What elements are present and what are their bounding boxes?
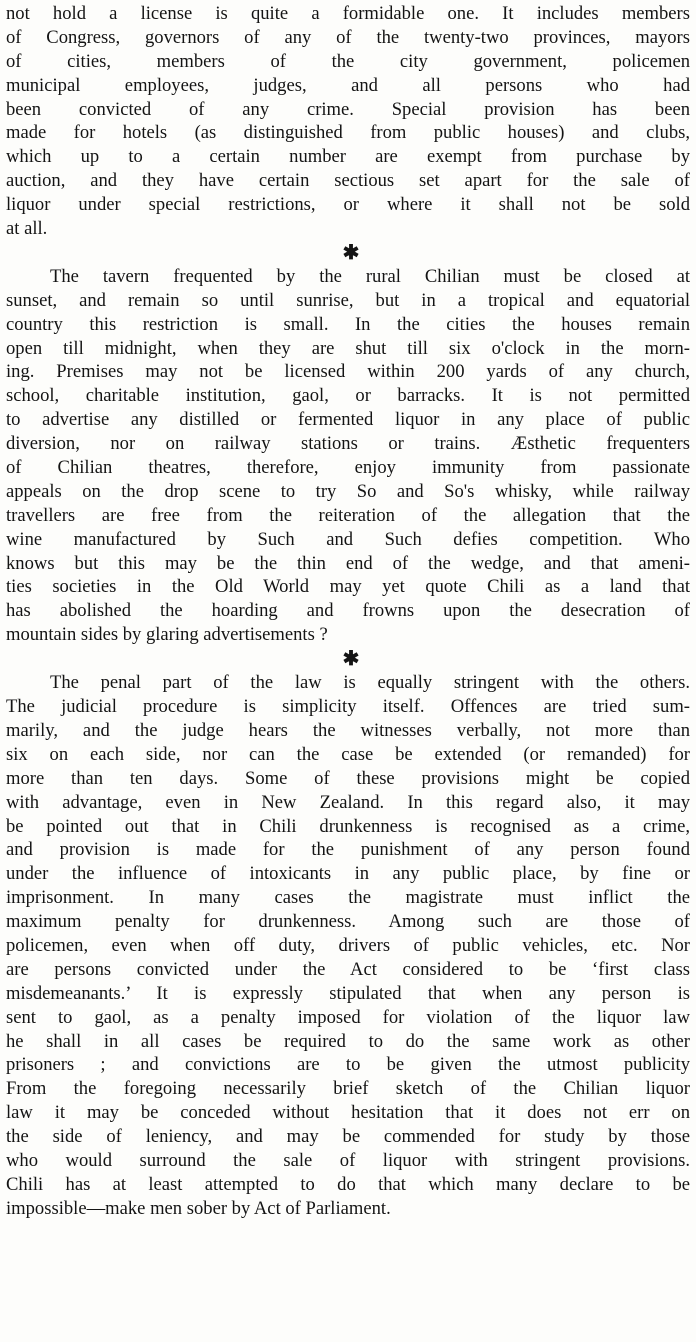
text-line: he shall in all cases be required to do the same work as other xyxy=(6,1030,690,1052)
text-line: made for hotels (as distinguished from public houses) and clubs, xyxy=(6,122,690,144)
text-line: auction, and they have certain sectious set apart for the sale of xyxy=(6,170,690,192)
text-line: and provision is made for the punishment of any person found xyxy=(6,839,690,861)
paragraph-penal-law xyxy=(6,671,690,1220)
text-line: mountain sides by glaring advertisements ? xyxy=(6,624,328,646)
text-line: of cities, members of the city government, policemen xyxy=(6,50,690,72)
section-separator-asterisk: ✱ xyxy=(342,648,360,671)
text-line: misdemeanants.’ It is expressly stipulated that when any person is xyxy=(6,982,690,1004)
text-line: ties societies in the Old World may yet quote Chili as a land that xyxy=(6,576,690,598)
text-line: The tavern frequented by the rural Chilian must be closed at xyxy=(50,265,690,287)
text-line: diversion, nor on railway stations or trains. Æsthetic frequenters xyxy=(6,433,690,455)
text-line: been convicted of any crime. Special provision has been xyxy=(6,98,690,120)
text-line: knows but this may be the thin end of the wedge, and that ameni- xyxy=(6,552,690,574)
text-line: country this restriction is small. In the cities the houses remain xyxy=(6,313,690,335)
text-line: with advantage, even in New Zealand. In this regard also, it may xyxy=(6,791,690,813)
paragraph-tavern xyxy=(6,265,690,647)
text-line: imprisonment. In many cases the magistrate must inflict the xyxy=(6,887,690,909)
text-line: liquor under special restrictions, or where it shall not be sold xyxy=(6,194,690,216)
text-line: municipal employees, judges, and all persons who had xyxy=(6,74,690,96)
text-line: the side of leniency, and may be commended for study by those xyxy=(6,1126,690,1148)
text-line: travellers are free from the reiteration of the allegation that the xyxy=(6,504,690,526)
text-line: open till midnight, when they are shut till six o'clock in the morn- xyxy=(6,337,690,359)
text-line: of Congress, governors of any of the twenty-two provinces, mayors xyxy=(6,26,690,48)
text-line: The judicial procedure is simplicity itself. Offences are tried sum- xyxy=(6,696,690,718)
text-line: The penal part of the law is equally stringent with the others. xyxy=(50,672,690,694)
text-line: under the influence of intoxicants in any public place, by fine or xyxy=(6,863,690,885)
text-line: be pointed out that in Chili drunkenness is recognised as a crime, xyxy=(6,815,690,837)
text-line: who would surround the sale of liquor with stringent provisions. xyxy=(6,1149,690,1171)
text-line: six on each side, nor can the case be extended (or remanded) for xyxy=(6,743,690,765)
text-line: which up to a certain number are exempt from purchase by xyxy=(6,146,690,168)
section-separator-asterisk: ✱ xyxy=(342,241,360,264)
text-line: marily, and the judge hears the witnesses verbally, not more than xyxy=(6,719,690,741)
text-line: law it may be conceded without hesitation that it does not err on xyxy=(6,1102,690,1124)
text-line: at all. xyxy=(6,218,48,240)
text-line: ing. Premises may not be licensed within 200 yards of any church, xyxy=(6,361,690,383)
text-line: has abolished the hoarding and frowns upon the desecration of xyxy=(6,600,690,622)
text-line: Chili has at least attempted to do that which many declare to be xyxy=(6,1173,690,1195)
text-line: sent to gaol, as a penalty imposed for violation of the liquor law xyxy=(6,1006,690,1028)
text-line: not hold a license is quite a formidable one. It includes members xyxy=(6,3,690,24)
text-line: From the foregoing necessarily brief sketch of the Chilian liquor xyxy=(6,1078,690,1100)
text-line: school, charitable institution, gaol, or barracks. It is not permitted xyxy=(6,385,690,407)
text-line: sunset, and remain so until sunrise, but in a tropical and equatorial xyxy=(6,289,690,311)
text-line: policemen, even when off duty, drivers of public vehicles, etc. Nor xyxy=(6,934,690,956)
text-line: appeals on the drop scene to try So and So's whisky, while railway xyxy=(6,480,690,502)
text-line: more than ten days. Some of these provisions might be copied xyxy=(6,767,690,789)
text-line: prisoners ; and convictions are to be given the utmost publicity xyxy=(6,1054,690,1076)
text-line: to advertise any distilled or fermented liquor in any place of public xyxy=(6,409,690,431)
text-line: are persons convicted under the Act considered to be ‘first class xyxy=(6,958,690,980)
text-line: maximum penalty for drunkenness. Among such are those of xyxy=(6,911,690,933)
text-line: of Chilian theatres, therefore, enjoy immunity from passionate xyxy=(6,457,690,479)
text-line: impossible—make men sober by Act of Parliament. xyxy=(6,1197,391,1219)
text-line: wine manufactured by Such and Such defies competition. Who xyxy=(6,528,690,550)
paragraph-licensing xyxy=(6,2,690,241)
